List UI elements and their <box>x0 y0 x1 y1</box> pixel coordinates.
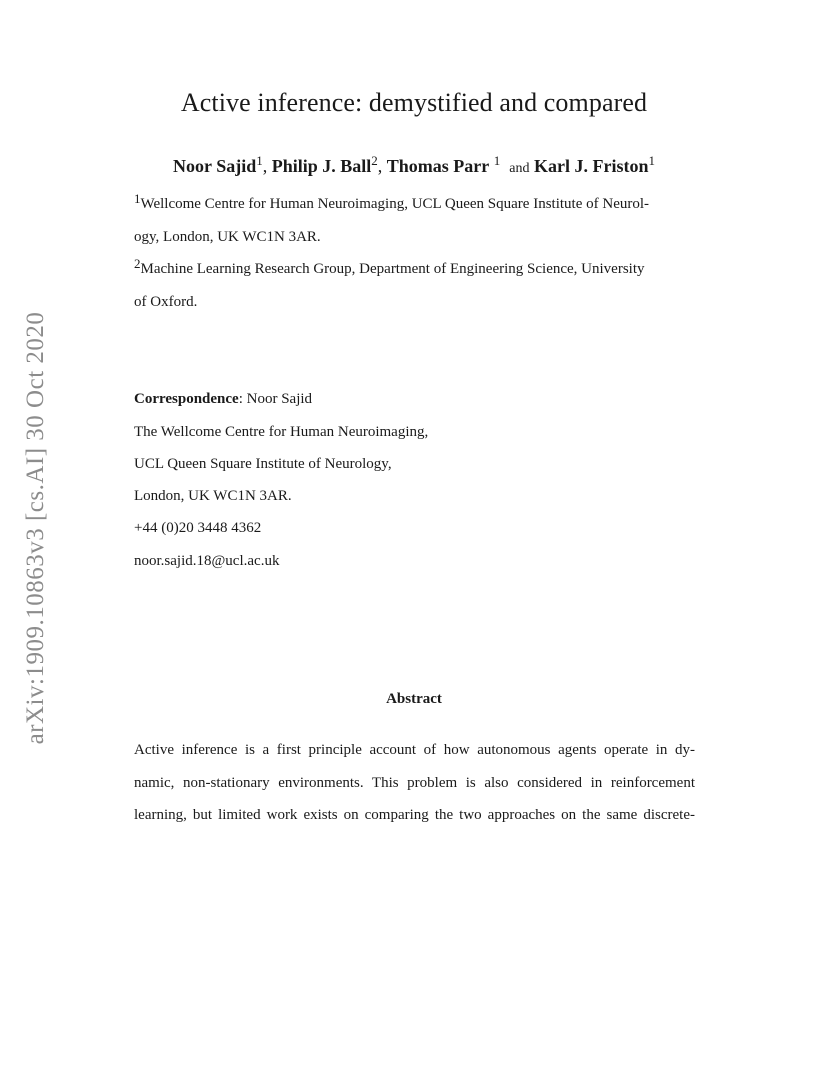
arxiv-identifier-stamp: arXiv:1909.10863v3 [cs.AI] 30 Oct 2020 <box>22 311 49 745</box>
affiliation-mark: 2 <box>134 256 141 271</box>
affiliation-mark: 1 <box>134 191 141 206</box>
abstract-line: Active inference is a first principle account of how autonomous agents operate in dy- <box>134 742 695 758</box>
author-list: Noor Sajid$^1$, Philip J. Ball$^2$, Thomas Parr $^1$ and Karl J. Friston$^1$ <box>173 153 655 176</box>
affiliation-line: of Oxford. <box>134 294 198 310</box>
correspondence-heading <box>134 392 312 407</box>
affiliation-line: ogy, London, UK WC1N 3AR. <box>134 229 321 245</box>
author-name: Noor Sajid <box>173 156 257 176</box>
correspondence-name: : Noor Sajid <box>238 391 313 407</box>
abstract-line: namic, non-stationary environments. This problem is also considered in reinforcement <box>134 775 695 791</box>
affiliation-line <box>134 191 650 212</box>
affiliation-text: Wellcome Centre for Human Neuroimaging, UCL Queen Square Institute of Neurol- <box>140 196 650 212</box>
correspondence-line: UCL Queen Square Institute of Neurology, <box>134 456 392 472</box>
author-name: Philip J. Ball <box>271 156 372 176</box>
author-affiliation-mark: 1 <box>648 153 655 168</box>
author-affiliation-mark: 2 <box>371 153 378 168</box>
author-affiliation-mark: 1 <box>256 153 263 168</box>
correspondence-line: London, UK WC1N 3AR. <box>134 488 292 504</box>
correspondence-email: noor.sajid.18@ucl.ac.uk <box>134 553 280 569</box>
author-conjunction: and <box>509 161 530 176</box>
paper-title: Active inference: demystified and compared <box>180 88 648 117</box>
affiliation-line <box>134 256 645 277</box>
correspondence-label: Correspondence <box>134 391 239 407</box>
abstract-line: learning, but limited work exists on comparing the two approaches on the same discrete- <box>134 807 695 823</box>
correspondence-line: The Wellcome Centre for Human Neuroimaging, <box>134 424 429 440</box>
author-name: Thomas Parr <box>386 156 490 176</box>
author-affiliation-mark: 1 <box>493 153 501 168</box>
author-name: Karl J. Friston <box>533 156 649 176</box>
affiliation-text: Machine Learning Research Group, Department of Engineering Science, University <box>140 261 645 277</box>
abstract-heading: Abstract <box>386 691 442 707</box>
correspondence-phone: +44 (0)20 3448 4362 <box>134 520 262 536</box>
